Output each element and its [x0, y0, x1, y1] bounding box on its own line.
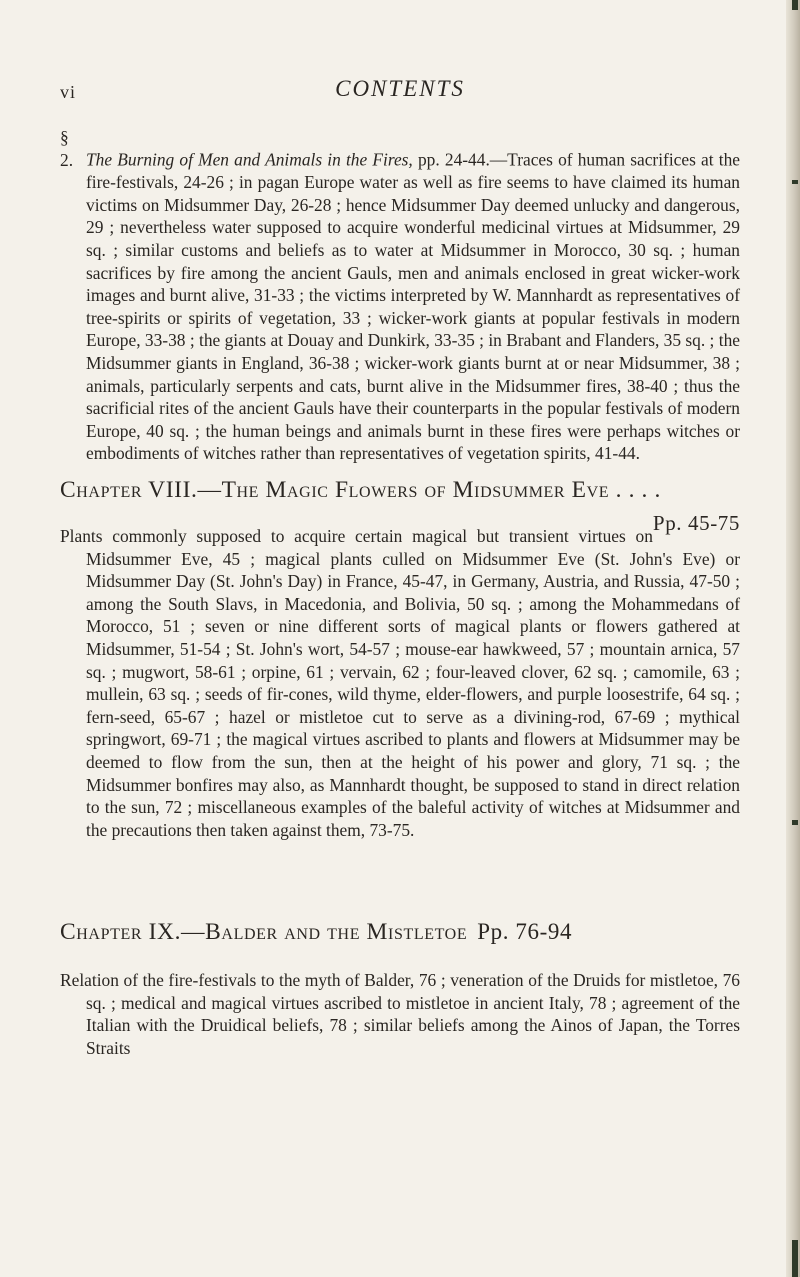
- chapter-title: Chapter VIII.—The Magic Flowers of Midsummer Eve . . . .: [60, 477, 661, 503]
- chapter-pages: Pp. 76-94: [477, 919, 573, 944]
- chapter-summary: Relation of the fire-festivals to the myth of Balder, 76 ; veneration of the Druids for mistletoe, 76 sq. ; medical and magical virtues ascribed to mistletoe in ancient Italy, 78 ; agreement of the Italian with the Druidical beliefs, 78 ; similar beliefs among the Ainos of Japan, the Torres Straits: [60, 970, 740, 1058]
- section-marker: § 2.: [60, 127, 74, 170]
- page-edge: [786, 0, 800, 1277]
- page-number: vi: [60, 82, 77, 102]
- chapter-summary: Plants commonly supposed to acquire certain magical but transient virtues on Midsummer Eve, 45 ; magical plants culled on Midsummer Eve (St. John's Eve) or Midsummer Day (St. John's Day) in France, 45-47, in Germany, Austria, and Russia, 47-50 ; among the South Slavs, in Macedonia, and Bolivia, 50 sq. ; among the Mohammedans of Morocco, 51 ; seven or nine different sorts of magical plants or flowers gathered at Midsummer, 51-54 ; St. John's wort, 54-57 ; mouse-ear hawkweed, 57 ; mountain arnica, 57 sq. ; mugwort, 58-61 ; orpine, 61 ; vervain, 62 ; four-leaved clover, 62 sq. ; camomile, 63 ; mullein, 63 sq. ; seeds of fir-cones, wild thyme, elder-flowers, and purple loosestrife, 64 sq. ; fern-seed, 65-67 ; hazel or mistletoe cut to serve as a divining-rod, 67-69 ; mythical springwort, 69-71 ; the magical virtues ascribed to plants and flowers at Midsummer may be deemed to flow from the sun, then at the height of his power and glory, 71 sq. ; the Midsummer bonfires may also, as Mannhardt thought, be supposed to stand in direct relation to the sun, 72 ; miscellaneous examples of the baleful activity of witches at Midsummer and the precautions then taken against them, 73-75.: [60, 526, 740, 840]
- chapter-title: Chapter IX.—Balder and the Mistletoe: [60, 919, 468, 945]
- section-title: The Burning of Men and Animals in the Fires,: [86, 149, 413, 170]
- section-2-entry: [60, 126, 740, 465]
- running-title: CONTENTS: [335, 76, 465, 101]
- section-body: pp. 24-44.—Traces of human sacrifices at the fire-festivals, 24-26 ; in pagan Europe water as well as fire seems to have claimed its human victims on Midsummer Day, 26-28 ; hence Midsummer Day deemed unlucky and dangerous, 29 ; nevertheless water supposed to acquire wonderful medicinal virtues at Midsummer, 29 sq. ; similar customs and beliefs as to water at Midsummer in Morocco, 30 sq. ; human sacrifices by fire among the ancient Gauls, men and animals enclosed in great wicker-work images and burnt alive, 31-33 ; the victims interpreted by W. Mannhardt as representatives of tree-spirits or spirits of vegetation, 33 ; wicker-work giants at popular festivals in modern Europe, 33-38 ; the giants at Douay and Dunkirk, 33-35 ; in Brabant and Flanders, 35 sq. ; the Midsummer giants in England, 36-38 ; wicker-work giants burnt at or near Midsummer, 38 ; animals, particularly serpents and cats, burnt alive in the Midsummer fires, 38-40 ; thus the sacrificial rites of the ancient Gauls have their counterparts in the popular festivals of modern Europe, 40 sq. ; the human beings and animals burnt in these fires were perhaps witches or embodiments of witches rather than representatives of vegetation spirits, 41-44.: [86, 149, 740, 464]
- page-header: [0, 76, 800, 106]
- chapter-heading: [60, 474, 740, 535]
- chapter-9-entry: [60, 915, 740, 1059]
- chapter-pages: Pp. 45-75: [652, 511, 740, 535]
- chapter-8-entry: [60, 474, 740, 841]
- chapter-heading: [60, 915, 740, 949]
